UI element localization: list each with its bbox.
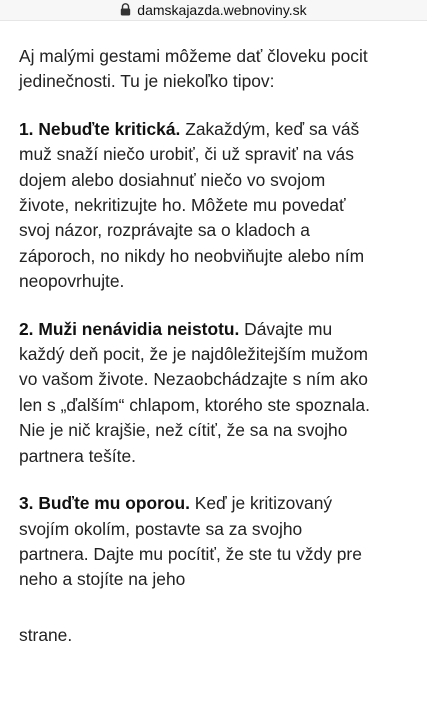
tip-heading: 2. Muži nenávidia neistotu. xyxy=(19,318,240,339)
text-line: živote, nekritizujte ho. Môžete mu povedať xyxy=(19,195,346,216)
tip-heading: 1. Nebuďte kritická. xyxy=(19,118,181,139)
url-text: damskajazda.webnoviny.sk xyxy=(137,2,307,18)
text-line xyxy=(19,317,419,342)
text-line xyxy=(19,491,419,516)
text-line xyxy=(19,117,419,142)
text-line: jedinečnosti. Tu je niekoľko tipov: xyxy=(19,71,275,92)
tip-text: Zakaždým, keď sa váš xyxy=(180,118,360,139)
text-line: len s „ďalším“ chlapom, ktorého ste spoznala. xyxy=(19,394,370,415)
tip-paragraph xyxy=(19,491,419,593)
text-line: vo vašom živote. Nezaobchádzajte s ním ako xyxy=(19,369,368,390)
text-line: Aj malými gestami môžeme dať človeku pocit xyxy=(19,46,368,66)
tip-text: Keď je kritizovaný xyxy=(189,493,333,514)
tip-heading: 3. Buďte mu oporou. xyxy=(19,493,190,514)
text-line: svojím okolím, postavte sa za svojho xyxy=(19,518,303,539)
text-line: partnera. Dajte mu pocítiť, že ste tu vždy pre xyxy=(19,543,362,564)
article-body xyxy=(19,44,419,648)
text-line: svoj názor, rozprávajte sa o kladoch a xyxy=(19,220,310,241)
intro-paragraph xyxy=(19,44,419,95)
text-line: muž snaží niečo urobiť, či už spraviť na vás xyxy=(19,144,354,165)
text-line: záporoch, no nikdy ho neobviňujte alebo ním xyxy=(19,245,365,266)
tip-paragraph xyxy=(19,117,419,295)
tip-paragraph xyxy=(19,317,419,469)
text-line: dojem alebo dosiahnuť niečo vo svojom xyxy=(19,169,326,190)
address-bar[interactable] xyxy=(0,0,427,21)
lock-icon xyxy=(120,3,131,16)
text-line: neho a stojíte na jeho xyxy=(19,569,186,590)
text-line: každý deň pocit, že je najdôležitejším mužom xyxy=(19,344,368,365)
text-line: neopovrhujte. xyxy=(19,271,125,292)
tip-text: Dávajte mu xyxy=(239,318,333,339)
text-line: Nie je nič krajšie, než cítiť, že sa na svojho xyxy=(19,420,348,441)
text-line: strane. xyxy=(19,624,73,645)
trailing-paragraph xyxy=(19,623,419,648)
text-line: partnera tešíte. xyxy=(19,445,136,466)
